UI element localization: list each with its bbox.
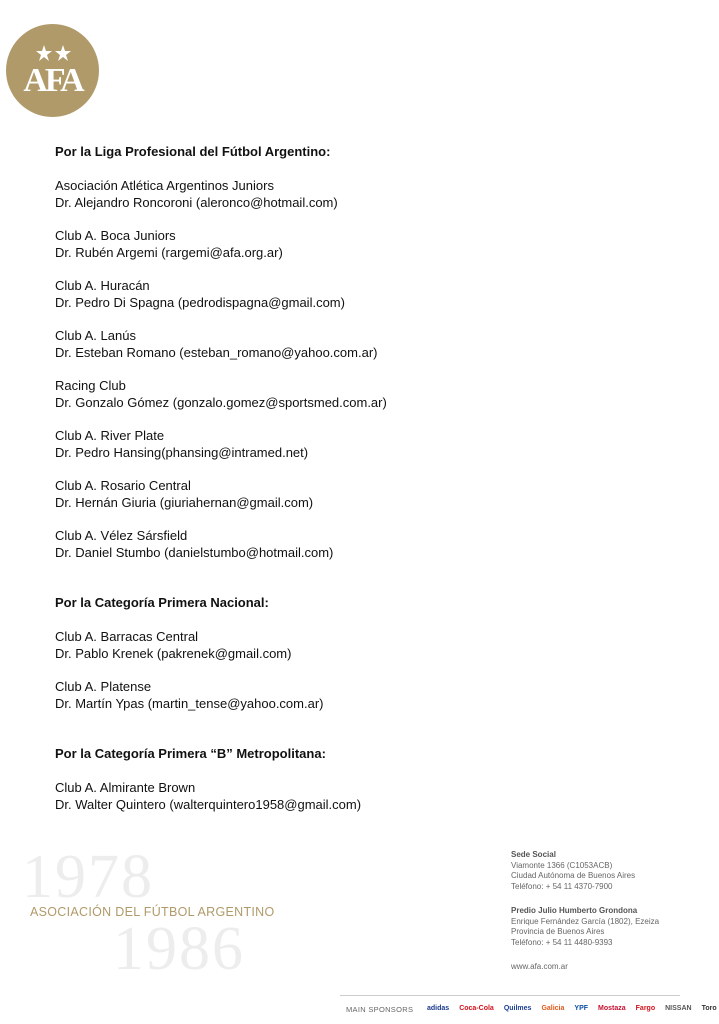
address-line: Enrique Fernández García (1802), Ezeiza: [511, 916, 660, 926]
list-item: [55, 327, 655, 361]
website-link[interactable]: www.afa.com.ar: [511, 962, 568, 971]
sponsor-logo: Coca-Cola: [459, 1005, 494, 1012]
list-item: [55, 377, 655, 411]
list-item: [55, 477, 655, 511]
watermark-year-top: 1978: [22, 843, 154, 911]
list-item: [55, 527, 655, 561]
list-item: [55, 177, 655, 211]
contact-line: Dr. Pedro Di Spagna (pedrodispagna@gmail.com): [55, 295, 345, 310]
sede-social-address: [511, 850, 635, 892]
address-heading: Predio Julio Humberto Grondona: [511, 906, 638, 915]
sponsor-logo: Mostaza: [598, 1005, 626, 1012]
club-name: Club A. River Plate: [55, 428, 165, 443]
watermark-year-bottom: 1986: [113, 915, 245, 983]
sponsor-logo: NISSAN: [665, 1005, 692, 1012]
address-line: Provincia de Buenos Aires: [511, 927, 605, 936]
address-line: Teléfono: + 54 11 4480-9393: [511, 937, 613, 947]
contact-line: Dr. Pedro Hansing(phansing@intramed.net): [55, 445, 309, 460]
sponsor-logo: adidas: [427, 1005, 450, 1012]
sponsor-logo: Galicia: [541, 1005, 565, 1012]
list-item: [55, 779, 655, 813]
sponsor-logo: YPF: [574, 1005, 589, 1012]
club-name: Club A. Boca Juniors: [55, 228, 176, 243]
club-name: Club A. Platense: [55, 679, 152, 694]
contact-line: Dr. Esteban Romano (esteban_romano@yahoo.com.ar): [55, 345, 378, 360]
list-item: [55, 678, 655, 712]
footer-divider: [340, 995, 680, 996]
club-name: Asociación Atlética Argentinos Juniors: [55, 178, 274, 193]
afa-logo: [6, 24, 99, 117]
list-item: [55, 628, 655, 662]
address-heading: Sede Social: [511, 850, 556, 859]
list-item: [55, 277, 655, 311]
sponsor-logo: Toro: [701, 1005, 717, 1012]
contact-line: Dr. Pablo Krenek (pakrenek@gmail.com): [55, 646, 292, 661]
address-line: Viamonte 1366 (C1053ACB): [511, 860, 613, 870]
section-title: Por la Liga Profesional del Fútbol Argentino:: [55, 144, 331, 159]
club-name: Club A. Huracán: [55, 278, 150, 293]
contact-line: Dr. Martín Ypas (martin_tense@yahoo.com.ar): [55, 696, 324, 711]
contact-line: Dr. Daniel Stumbo (danielstumbo@hotmail.com): [55, 545, 334, 560]
club-name: Club A. Lanús: [55, 328, 136, 343]
contact-line: Dr. Gonzalo Gómez (gonzalo.gomez@sportsmed.com.ar): [55, 395, 387, 410]
club-name: Club A. Vélez Sársfield: [55, 528, 188, 543]
club-name: Club A. Rosario Central: [55, 478, 191, 493]
contacts-list: [55, 143, 655, 829]
address-line: Ciudad Autónoma de Buenos Aires: [511, 871, 636, 880]
section-title: Por la Categoría Primera “B” Metropolitana:: [55, 746, 326, 761]
sponsor-logo: Quilmes: [503, 1005, 532, 1012]
predio-address: [511, 906, 659, 948]
list-item: [55, 427, 655, 461]
sponsors-label: MAIN SPONSORS: [346, 1005, 414, 1014]
sponsor-logo: Fargo: [635, 1005, 656, 1012]
contact-line: Dr. Rubén Argemi (rargemi@afa.org.ar): [55, 245, 283, 260]
logo-text: AFA: [23, 62, 82, 99]
club-name: Club A. Barracas Central: [55, 629, 199, 644]
contact-line: Dr. Hernán Giuria (giuriahernan@gmail.com): [55, 495, 314, 510]
contact-line: Dr. Walter Quintero (walterquintero1958@gmail.com): [55, 797, 362, 812]
list-item: [55, 227, 655, 261]
sponsor-logos: [425, 1001, 719, 1017]
contact-line: Dr. Alejandro Roncoroni (aleronco@hotmail.com): [55, 195, 338, 210]
address-line: Teléfono: + 54 11 4370-7900: [511, 881, 613, 891]
club-name: Club A. Almirante Brown: [55, 780, 196, 795]
association-name: ASOCIACIÓN DEL FÚTBOL ARGENTINO: [30, 905, 275, 919]
club-name: Racing Club: [55, 378, 126, 393]
section-title: Por la Categoría Primera Nacional:: [55, 595, 269, 610]
